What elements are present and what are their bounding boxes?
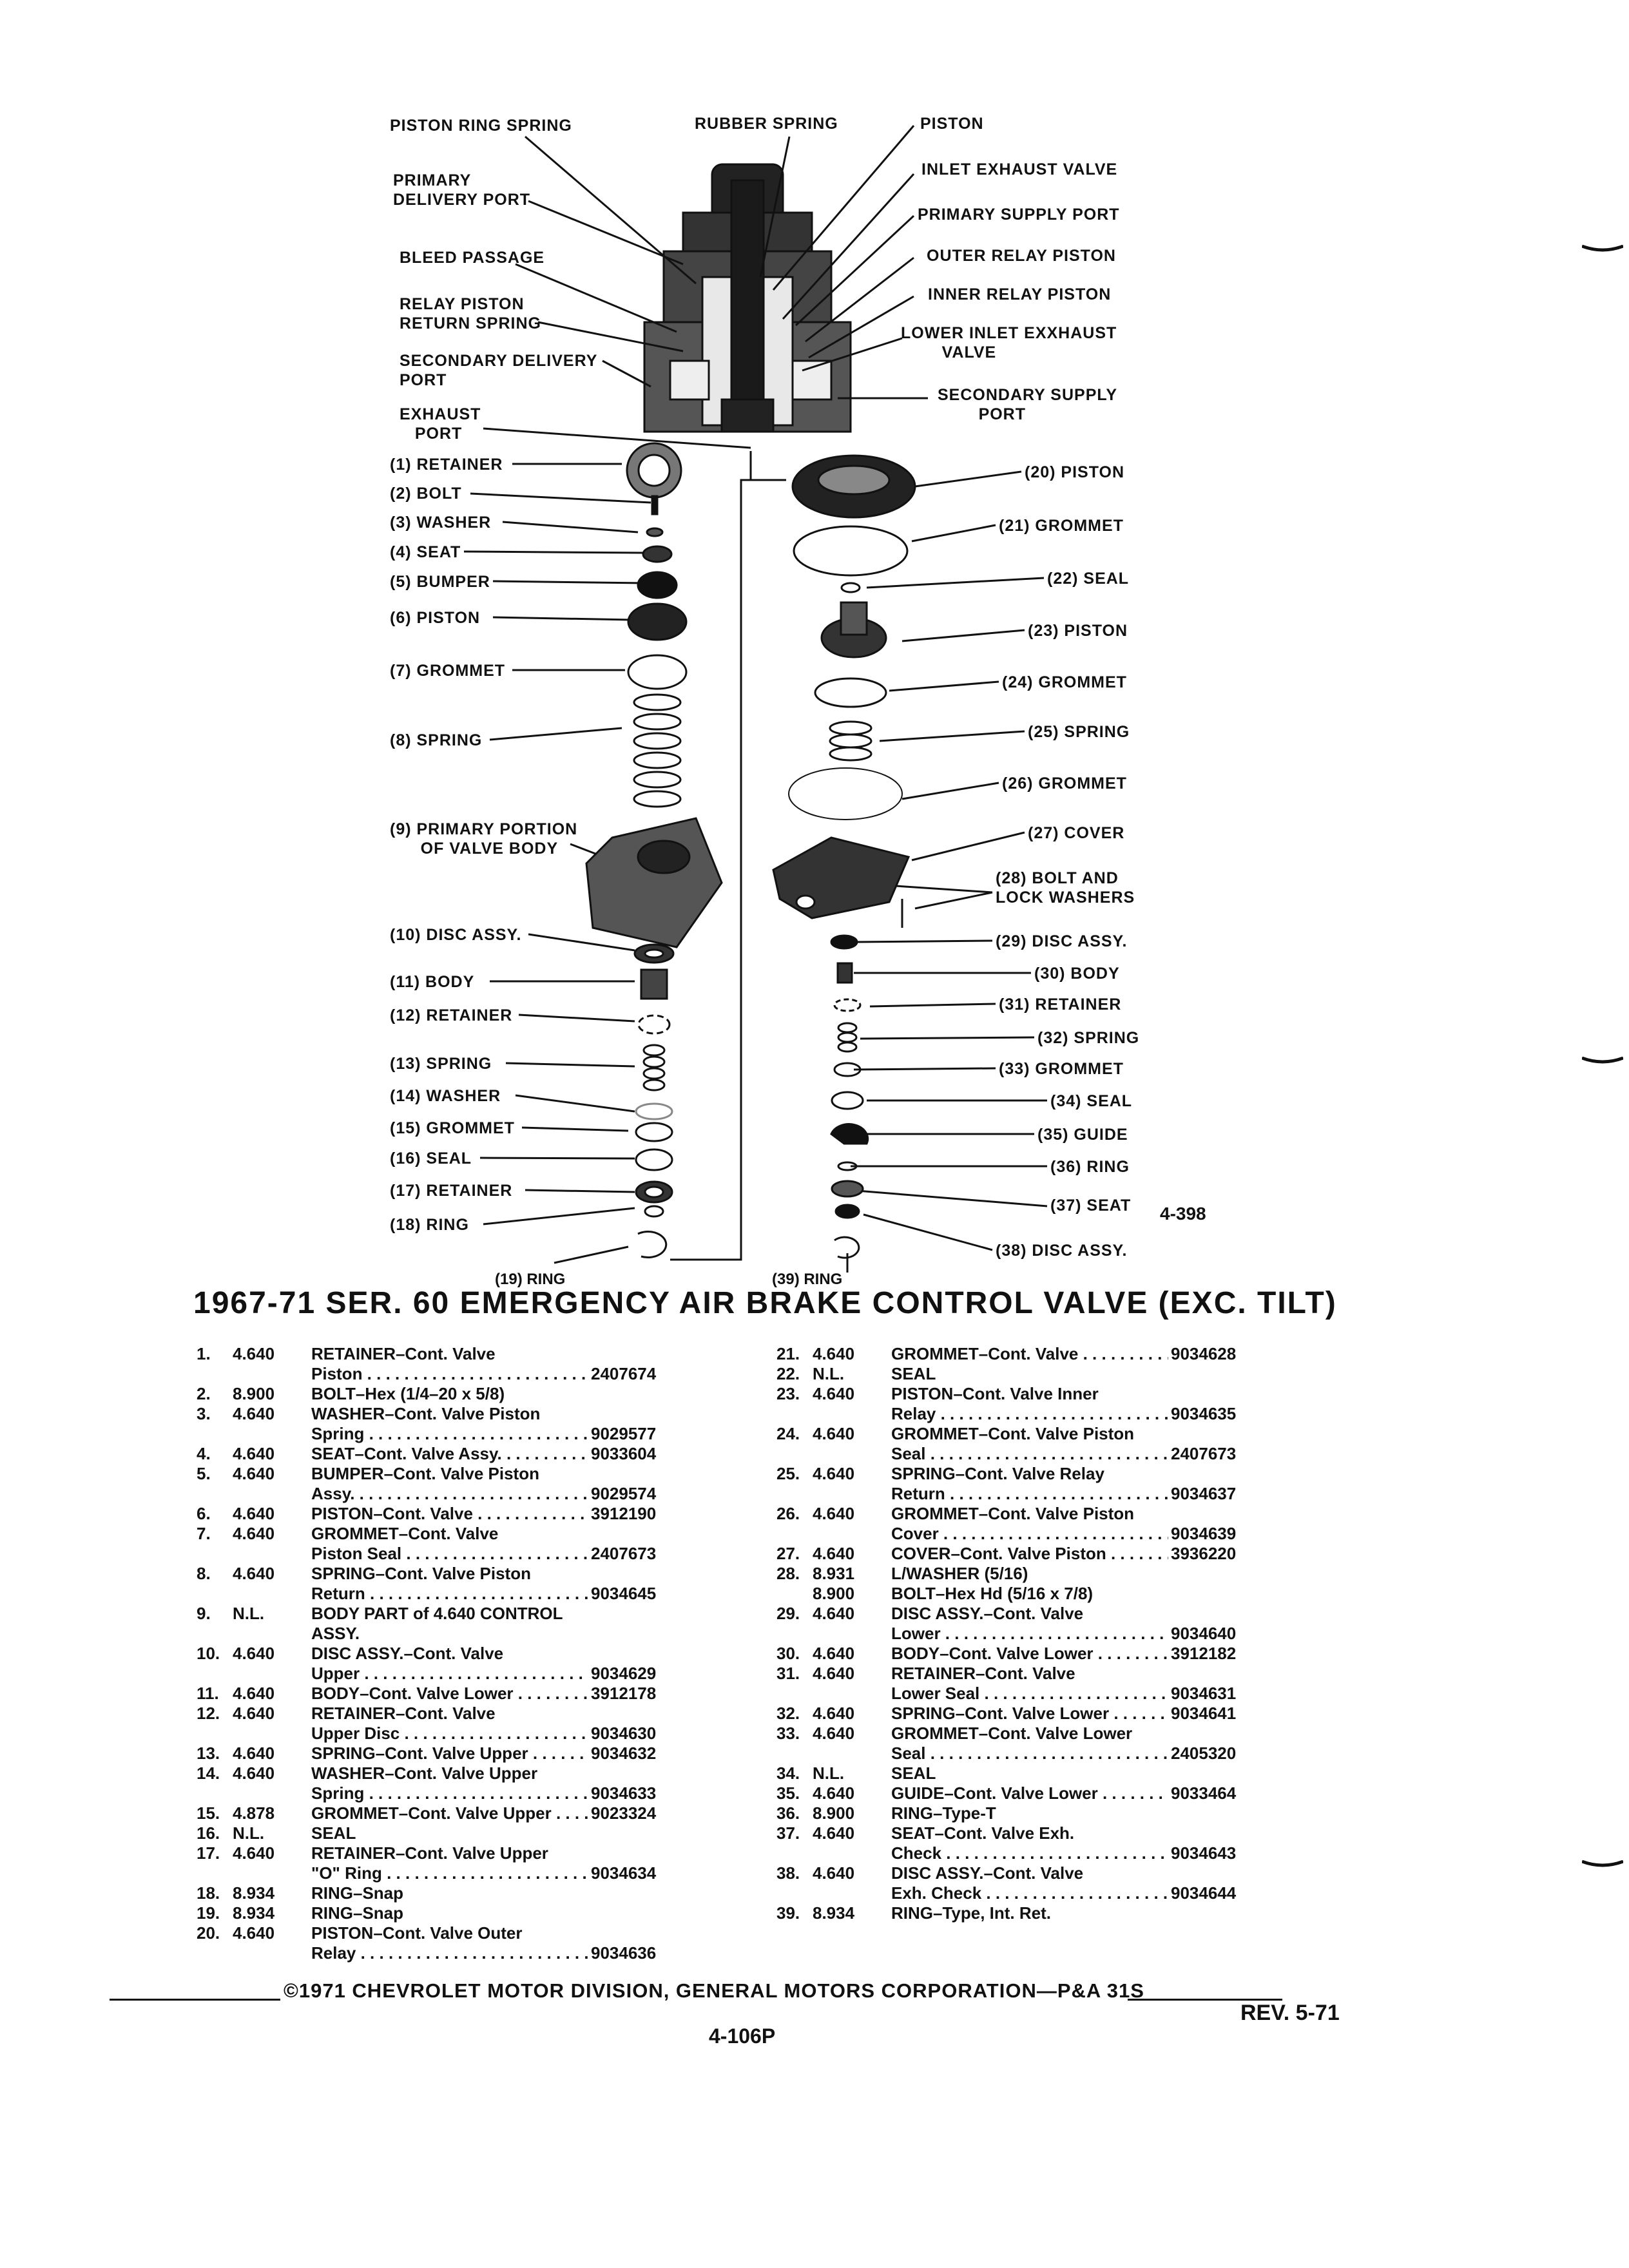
label-part-26: (26) GROMMET bbox=[1002, 774, 1127, 793]
label-part-14: (14) WASHER bbox=[390, 1087, 501, 1105]
part-description: GROMMET–Cont. Valve Piston bbox=[891, 1424, 1135, 1443]
label-inner-relay-piston: INNER RELAY PISTON bbox=[928, 285, 1112, 303]
part-description: Piston Seal . . . bbox=[311, 1544, 588, 1564]
part-number-index: 8. bbox=[197, 1564, 211, 1583]
label-part-1: (1) RETAINER bbox=[390, 456, 503, 474]
part-description: WASHER–Cont. Valve Upper bbox=[311, 1763, 538, 1783]
label-exhaust-port: EXHAUST PORT bbox=[400, 405, 481, 443]
part-description: Return . . . bbox=[311, 1584, 588, 1604]
part-description: RETAINER–Cont. Valve bbox=[311, 1704, 496, 1723]
part-number: 9034644 bbox=[1171, 1883, 1237, 1903]
group-number: 4.640 bbox=[813, 1664, 855, 1683]
part-number: 9034633 bbox=[591, 1783, 657, 1803]
part-number-index: 4. bbox=[197, 1444, 211, 1463]
part-description: SPRING–Cont. Valve Upper . . . bbox=[311, 1744, 588, 1763]
part-number: 9034643 bbox=[1171, 1843, 1237, 1863]
label-part-25: (25) SPRING bbox=[1028, 723, 1130, 741]
label-part-35: (35) GUIDE bbox=[1037, 1126, 1128, 1144]
part-number-index: 34. bbox=[776, 1763, 800, 1783]
label-part-29: (29) DISC ASSY. bbox=[996, 932, 1128, 950]
label-part-33: (33) GROMMET bbox=[999, 1060, 1124, 1078]
part-description: GUIDE–Cont. Valve Lower . . . bbox=[891, 1783, 1168, 1803]
part-number-index: 1. bbox=[197, 1344, 211, 1363]
part-number-index: 35. bbox=[776, 1783, 800, 1803]
label-part-5: (5) BUMPER bbox=[390, 573, 490, 591]
part-description: Spring . . . bbox=[311, 1783, 588, 1803]
part-number: 2407673 bbox=[591, 1544, 657, 1563]
label-relay-piston-return-spring: RELAY PISTON RETURN SPRING bbox=[400, 295, 541, 332]
label-piston: PISTON bbox=[920, 115, 984, 133]
part-number: 2405320 bbox=[1171, 1744, 1237, 1763]
label-part-24: (24) GROMMET bbox=[1002, 673, 1127, 691]
group-number: 4.640 bbox=[233, 1404, 275, 1423]
part-description: SPRING–Cont. Valve Piston bbox=[311, 1564, 531, 1583]
part-number-index: 30. bbox=[776, 1644, 800, 1663]
group-number: N.L. bbox=[813, 1364, 845, 1383]
label-inlet-exhaust-valve: INLET EXHAUST VALVE bbox=[921, 160, 1118, 178]
part-description: Piston . . . bbox=[311, 1364, 588, 1384]
part-number-index: 3. bbox=[197, 1404, 211, 1423]
part-description: RETAINER–Cont. Valve bbox=[891, 1664, 1075, 1683]
part-description: SEAT–Cont. Valve Exh. bbox=[891, 1823, 1075, 1843]
page-number: 4-106P bbox=[709, 2024, 776, 2048]
part-number: 9034630 bbox=[591, 1724, 657, 1743]
part-description: DISC ASSY.–Cont. Valve bbox=[891, 1863, 1084, 1883]
part-description: BOLT–Hex Hd (5/16 x 7/8) bbox=[891, 1584, 1094, 1603]
group-number: 4.640 bbox=[813, 1544, 855, 1563]
part-number-index: 19. bbox=[197, 1903, 220, 1923]
revision-label: REV. 5-71 bbox=[1240, 2001, 1340, 2025]
part-number: 9034637 bbox=[1171, 1484, 1237, 1503]
part-description: Spring . . . bbox=[311, 1424, 588, 1444]
part-number-index: 33. bbox=[776, 1724, 800, 1743]
part-number: 9034634 bbox=[591, 1863, 657, 1883]
group-number: 4.640 bbox=[233, 1504, 275, 1523]
part-description: BOLT–Hex (1/4–20 x 5/8) bbox=[311, 1384, 505, 1403]
label-part-16: (16) SEAL bbox=[390, 1149, 472, 1168]
part-number-index: 21. bbox=[776, 1344, 800, 1363]
part-description: GROMMET–Cont. Valve . . . bbox=[891, 1344, 1168, 1364]
part-number: 9034639 bbox=[1171, 1524, 1237, 1543]
label-part-9: (9) PRIMARY PORTION OF VALVE BODY bbox=[390, 820, 578, 858]
part-number: 9034628 bbox=[1171, 1344, 1237, 1363]
label-rubber-spring: RUBBER SPRING bbox=[695, 115, 838, 133]
label-part-28: (28) BOLT AND LOCK WASHERS bbox=[996, 869, 1135, 907]
part-number-index: 15. bbox=[197, 1803, 220, 1823]
group-number: 4.640 bbox=[233, 1644, 275, 1663]
footer-rule-left bbox=[110, 1999, 280, 2001]
group-number: 4.640 bbox=[813, 1424, 855, 1443]
group-number: 4.640 bbox=[813, 1823, 855, 1843]
part-description: Upper Disc . . . bbox=[311, 1724, 588, 1744]
part-description: RING–Snap bbox=[311, 1883, 404, 1903]
part-description: ASSY. bbox=[311, 1624, 360, 1643]
part-number: 9033464 bbox=[1171, 1783, 1237, 1803]
group-number: 8.931 bbox=[813, 1564, 855, 1583]
group-number: 4.640 bbox=[233, 1464, 275, 1483]
part-description: RING–Type, Int. Ret. bbox=[891, 1903, 1051, 1923]
part-number-index: 16. bbox=[197, 1823, 220, 1843]
part-number: 9034640 bbox=[1171, 1624, 1237, 1643]
part-number: 9034631 bbox=[1171, 1684, 1237, 1703]
group-number: 8.934 bbox=[813, 1903, 855, 1923]
label-part-13: (13) SPRING bbox=[390, 1055, 492, 1073]
label-part-2: (2) BOLT bbox=[390, 485, 462, 503]
label-bleed-passage: BLEED PASSAGE bbox=[400, 249, 545, 267]
part-number: 9034635 bbox=[1171, 1404, 1237, 1423]
part-description: Relay . . . bbox=[311, 1943, 588, 1963]
part-number-index: 18. bbox=[197, 1883, 220, 1903]
part-description: PISTON–Cont. Valve . . . bbox=[311, 1504, 588, 1524]
group-number: 8.934 bbox=[233, 1883, 275, 1903]
group-number: 4.640 bbox=[813, 1863, 855, 1883]
label-part-8: (8) SPRING bbox=[390, 731, 483, 749]
group-number: 4.640 bbox=[233, 1843, 275, 1863]
group-number: 4.640 bbox=[813, 1604, 855, 1623]
group-number: 4.640 bbox=[233, 1923, 275, 1943]
part-number-index: 14. bbox=[197, 1763, 220, 1783]
part-description: RETAINER–Cont. Valve Upper bbox=[311, 1843, 548, 1863]
part-number-index: 10. bbox=[197, 1644, 220, 1663]
part-number: 3912182 bbox=[1171, 1644, 1237, 1663]
part-number-index: 13. bbox=[197, 1744, 220, 1763]
part-description: RING–Type-T bbox=[891, 1803, 996, 1823]
group-number: 4.640 bbox=[233, 1763, 275, 1783]
part-number: 9029574 bbox=[591, 1484, 657, 1503]
group-number: 4.640 bbox=[813, 1724, 855, 1743]
part-number-index: 27. bbox=[776, 1544, 800, 1563]
part-description: GROMMET–Cont. Valve Piston bbox=[891, 1504, 1135, 1523]
part-number: 9034632 bbox=[591, 1744, 657, 1763]
part-number-index: 26. bbox=[776, 1504, 800, 1523]
part-description: RETAINER–Cont. Valve bbox=[311, 1344, 496, 1363]
part-number-index: 28. bbox=[776, 1564, 800, 1583]
part-number-index: 12. bbox=[197, 1704, 220, 1723]
part-description: DISC ASSY.–Cont. Valve bbox=[891, 1604, 1084, 1623]
part-number: 9034636 bbox=[591, 1943, 657, 1963]
valve-assembly-drawing bbox=[644, 164, 851, 432]
label-part-38: (38) DISC ASSY. bbox=[996, 1242, 1128, 1260]
label-primary-supply-port: PRIMARY SUPPLY PORT bbox=[918, 206, 1120, 224]
binder-mark bbox=[1582, 1860, 1623, 1868]
label-part-11: (11) BODY bbox=[390, 973, 475, 991]
label-lower-inlet-exhaust-valve: LOWER INLET EXXHAUST VALVE bbox=[901, 324, 1117, 361]
part-number-index: 2. bbox=[197, 1384, 211, 1403]
group-number: N.L. bbox=[233, 1604, 265, 1623]
part-description: DISC ASSY.–Cont. Valve bbox=[311, 1644, 504, 1663]
label-part-34: (34) SEAL bbox=[1050, 1092, 1133, 1110]
part-number-index: 11. bbox=[197, 1684, 219, 1703]
group-number: 8.900 bbox=[233, 1384, 275, 1403]
group-number: 4.640 bbox=[813, 1384, 855, 1403]
part-number-index: 22. bbox=[776, 1364, 800, 1383]
group-number: 4.640 bbox=[233, 1684, 275, 1703]
label-part-15: (15) GROMMET bbox=[390, 1119, 515, 1137]
part-description: Return . . . bbox=[891, 1484, 1168, 1504]
part-number: 2407673 bbox=[1171, 1444, 1237, 1463]
part-number: 9034629 bbox=[591, 1664, 657, 1683]
group-number: 8.900 bbox=[813, 1584, 855, 1603]
label-part-18: (18) RING bbox=[390, 1216, 469, 1234]
part-description: BODY PART of 4.640 CONTROL bbox=[311, 1604, 563, 1623]
label-secondary-delivery-port: SECONDARY DELIVERY PORT bbox=[400, 352, 598, 389]
part-number: 9034641 bbox=[1171, 1704, 1237, 1723]
part-description: WASHER–Cont. Valve Piston bbox=[311, 1404, 541, 1423]
part-description: SEAL bbox=[891, 1763, 936, 1783]
part-description: BODY–Cont. Valve Lower . . . bbox=[891, 1644, 1168, 1664]
label-part-4: (4) SEAT bbox=[390, 543, 461, 561]
group-number: 4.640 bbox=[233, 1344, 275, 1363]
label-part-17: (17) RETAINER bbox=[390, 1182, 513, 1200]
part-number: 3912190 bbox=[591, 1504, 657, 1523]
part-number-index: 20. bbox=[197, 1923, 220, 1943]
part-number-index: 5. bbox=[197, 1464, 211, 1483]
group-number: 4.640 bbox=[813, 1783, 855, 1803]
part-description: SPRING–Cont. Valve Relay bbox=[891, 1464, 1104, 1483]
part-number: 9034645 bbox=[591, 1584, 657, 1603]
label-part-32: (32) SPRING bbox=[1037, 1029, 1140, 1047]
part-number-index: 37. bbox=[776, 1823, 800, 1843]
part-number-index: 32. bbox=[776, 1704, 800, 1723]
part-description: Lower . . . bbox=[891, 1624, 1168, 1644]
part-number: 9023324 bbox=[591, 1803, 657, 1823]
label-part-6: (6) PISTON bbox=[390, 609, 481, 627]
group-number: N.L. bbox=[813, 1763, 845, 1783]
part-description: BODY–Cont. Valve Lower . . . bbox=[311, 1684, 588, 1704]
part-number: 3912178 bbox=[591, 1684, 657, 1703]
part-number-index: 25. bbox=[776, 1464, 800, 1483]
label-primary-delivery-port: PRIMARY DELIVERY PORT bbox=[393, 171, 531, 209]
part-number: 3936220 bbox=[1171, 1544, 1237, 1563]
figure-number: 4-398 bbox=[1160, 1204, 1206, 1224]
part-number-index: 6. bbox=[197, 1504, 211, 1523]
label-outer-relay-piston: OUTER RELAY PISTON bbox=[927, 247, 1116, 265]
part-description: Exh. Check . . . bbox=[891, 1883, 1168, 1903]
label-part-21: (21) GROMMET bbox=[999, 517, 1124, 535]
part-description: Assy. . . . bbox=[311, 1484, 588, 1504]
binder-mark bbox=[1582, 245, 1623, 253]
group-number: 4.640 bbox=[233, 1524, 275, 1543]
part-description: SEAL bbox=[311, 1823, 356, 1843]
group-number: 4.640 bbox=[813, 1644, 855, 1663]
part-description: L/WASHER (5/16) bbox=[891, 1564, 1028, 1583]
part-description: GROMMET–Cont. Valve Upper . . . bbox=[311, 1803, 588, 1823]
part-number-index: 17. bbox=[197, 1843, 220, 1863]
part-description: Check . . . bbox=[891, 1843, 1168, 1863]
part-number-index: 38. bbox=[776, 1863, 800, 1883]
part-description: SPRING–Cont. Valve Lower . . . bbox=[891, 1704, 1168, 1724]
group-number: 4.640 bbox=[233, 1704, 275, 1723]
label-part-3: (3) WASHER bbox=[390, 514, 492, 532]
part-description: Upper . . . bbox=[311, 1664, 588, 1684]
group-number: N.L. bbox=[233, 1823, 265, 1843]
part-description: Seal . . . bbox=[891, 1444, 1168, 1464]
part-number-index: 9. bbox=[197, 1604, 211, 1623]
part-description: RING–Snap bbox=[311, 1903, 404, 1923]
label-part-27: (27) COVER bbox=[1028, 824, 1125, 842]
group-number: 4.640 bbox=[233, 1564, 275, 1583]
part-number-index: 23. bbox=[776, 1384, 800, 1403]
part-description: GROMMET–Cont. Valve Lower bbox=[891, 1724, 1133, 1743]
part-number-index: 7. bbox=[197, 1524, 211, 1543]
group-number: 4.640 bbox=[813, 1504, 855, 1523]
page-title: 1967-71 SER. 60 EMERGENCY AIR BRAKE CONTROL VALVE (EXC. TILT) bbox=[193, 1286, 1337, 1320]
group-number: 4.640 bbox=[813, 1464, 855, 1483]
label-part-37: (37) SEAT bbox=[1050, 1196, 1132, 1215]
label-part-19: (19) RING bbox=[495, 1271, 566, 1288]
part-description: Lower Seal . . . bbox=[891, 1684, 1168, 1704]
part-number-index: 36. bbox=[776, 1803, 800, 1823]
label-part-12: (12) RETAINER bbox=[390, 1006, 513, 1024]
label-part-7: (7) GROMMET bbox=[390, 662, 506, 680]
group-number: 8.934 bbox=[233, 1903, 275, 1923]
part-description: SEAT–Cont. Valve Assy. . . . bbox=[311, 1444, 588, 1464]
part-number: 2407674 bbox=[591, 1364, 657, 1383]
group-number: 4.640 bbox=[813, 1704, 855, 1723]
part-number-index: 31. bbox=[776, 1664, 800, 1683]
part-description: Seal . . . bbox=[891, 1744, 1168, 1763]
part-description: Relay . . . bbox=[891, 1404, 1168, 1424]
part-number: 9029577 bbox=[591, 1424, 657, 1443]
group-number: 4.640 bbox=[813, 1344, 855, 1363]
label-part-22: (22) SEAL bbox=[1047, 570, 1130, 588]
part-description: PISTON–Cont. Valve Inner bbox=[891, 1384, 1099, 1403]
label-part-10: (10) DISC ASSY. bbox=[390, 926, 522, 944]
copyright-line: ©1971 CHEVROLET MOTOR DIVISION, GENERAL MOTORS CORPORATION—P&A 31S bbox=[284, 1979, 1144, 2002]
label-part-30: (30) BODY bbox=[1034, 965, 1120, 983]
part-description: BUMPER–Cont. Valve Piston bbox=[311, 1464, 539, 1483]
group-number: 8.900 bbox=[813, 1803, 855, 1823]
label-part-39: (39) RING bbox=[772, 1271, 843, 1288]
binder-mark bbox=[1582, 1057, 1623, 1064]
group-number: 4.878 bbox=[233, 1803, 275, 1823]
part-number-index: 29. bbox=[776, 1604, 800, 1623]
label-part-36: (36) RING bbox=[1050, 1158, 1130, 1176]
part-description: PISTON–Cont. Valve Outer bbox=[311, 1923, 523, 1943]
part-description: Cover . . . bbox=[891, 1524, 1168, 1544]
label-secondary-supply-port: SECONDARY SUPPLY PORT bbox=[938, 386, 1118, 423]
label-part-20: (20) PISTON bbox=[1025, 463, 1125, 481]
group-number: 4.640 bbox=[233, 1444, 275, 1463]
label-part-23: (23) PISTON bbox=[1028, 622, 1128, 640]
label-piston-ring-spring: PISTON RING SPRING bbox=[390, 117, 572, 135]
group-number: 4.640 bbox=[233, 1744, 275, 1763]
part-number-index: 39. bbox=[776, 1903, 800, 1923]
label-part-31: (31) RETAINER bbox=[999, 995, 1122, 1014]
part-description: GROMMET–Cont. Valve bbox=[311, 1524, 499, 1543]
part-description: COVER–Cont. Valve Piston . . . bbox=[891, 1544, 1168, 1564]
part-description: "O" Ring . . . bbox=[311, 1863, 588, 1883]
part-number-index: 24. bbox=[776, 1424, 800, 1443]
part-description: SEAL bbox=[891, 1364, 936, 1383]
part-number: 9033604 bbox=[591, 1444, 657, 1463]
